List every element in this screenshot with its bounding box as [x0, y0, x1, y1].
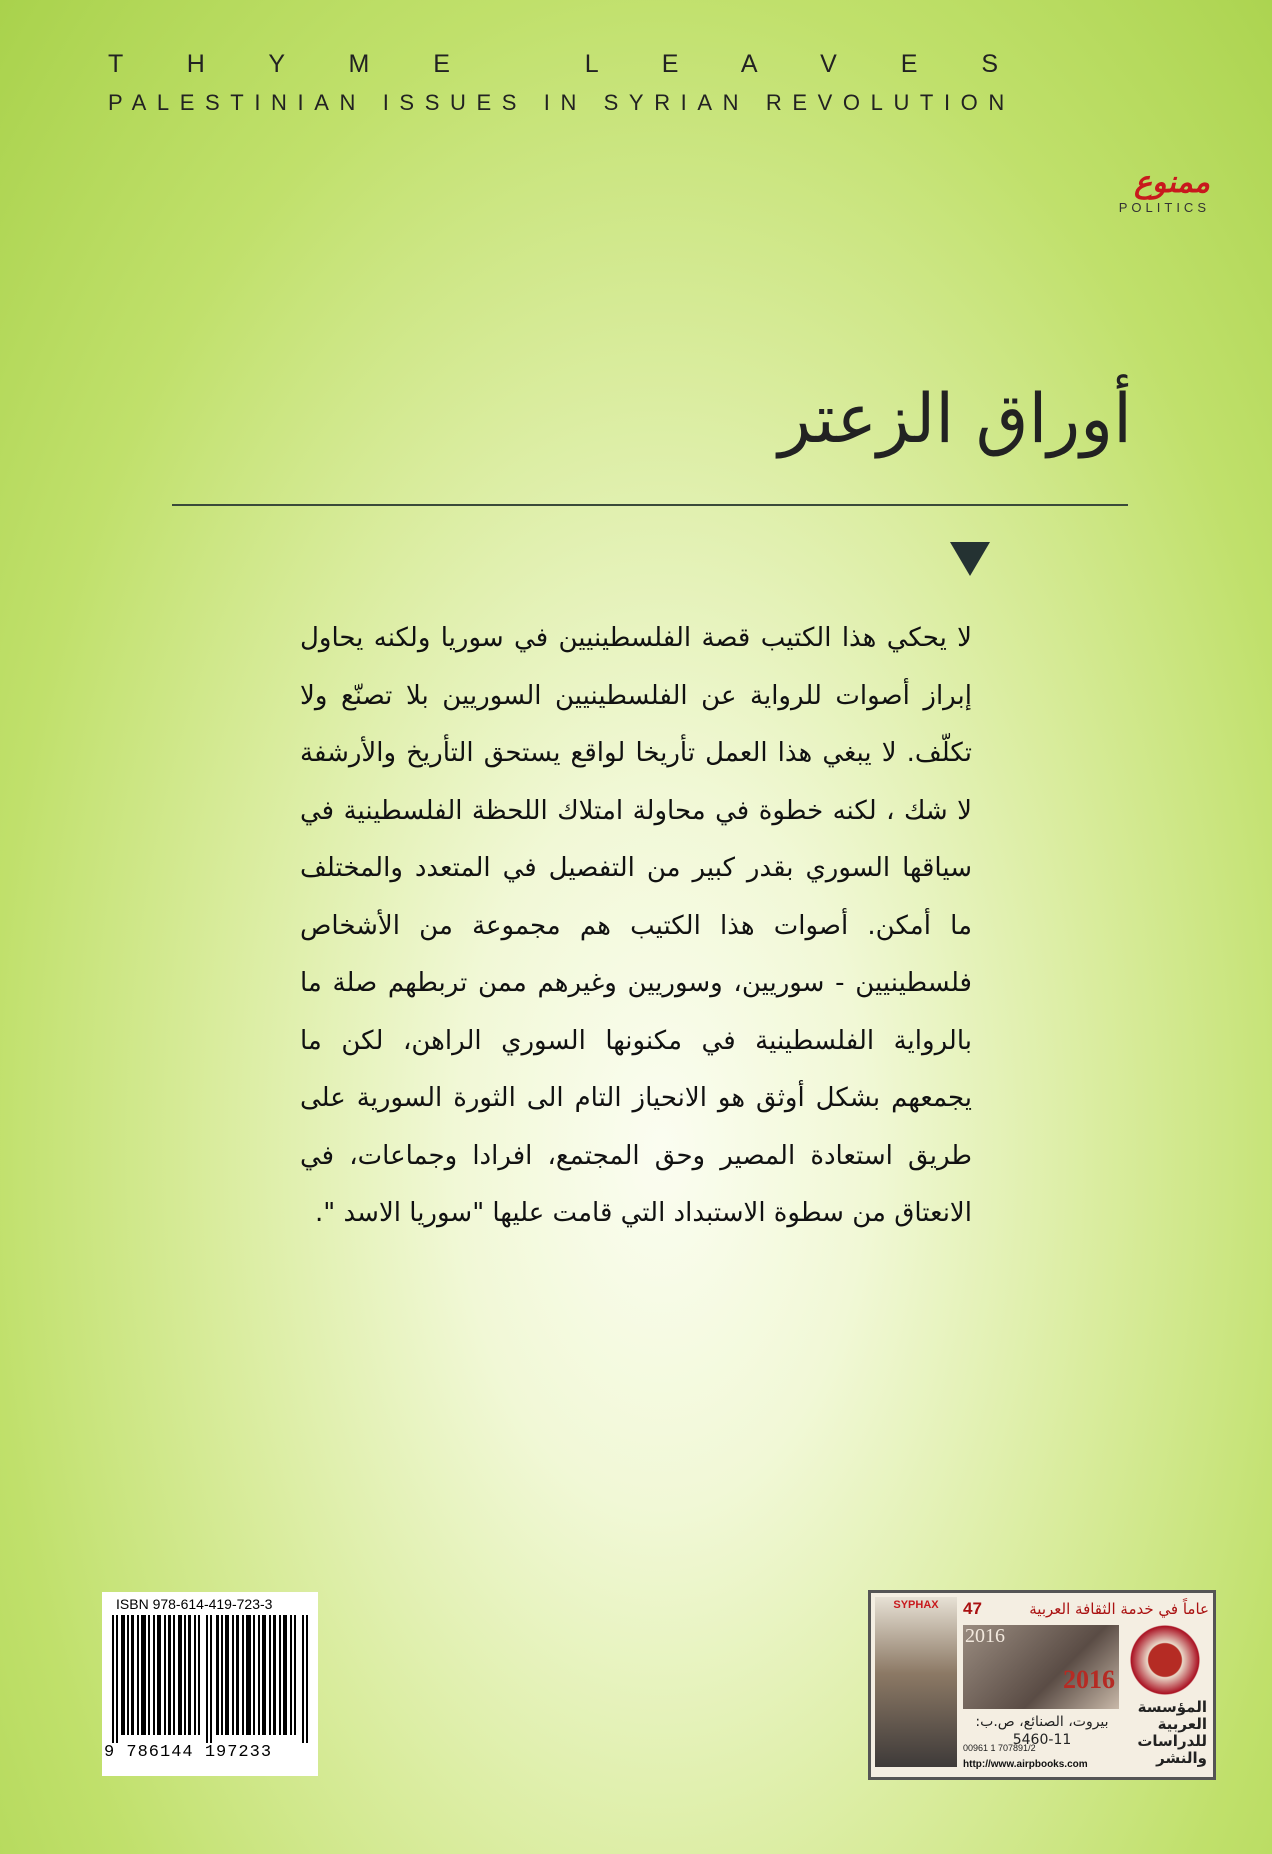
imprint-logo	[1080, 165, 1210, 215]
publisher-year-right: 2016	[1063, 1665, 1115, 1694]
publisher-year-left: 2016	[965, 1625, 1005, 1647]
barcode-bars	[112, 1615, 310, 1743]
publisher-brand: SYPHAX	[893, 1599, 939, 1611]
series-subtitle-text: PALESTINIAN ISSUES IN SYRIAN REVOLUTION	[108, 90, 1015, 115]
imprint-label: POLITICS	[1118, 200, 1210, 215]
back-cover-blurb: لا يحكي هذا الكتيب قصة الفلسطينيين في سوريا ولكنه يحاول إبراز أصوات للرواية عن الفلسطينيين السوريين بلا تصنّع ولا تكلّف. لا يبغي هذا العمل تأريخا لواقع يستحق التأريخ والأرشفة لا شك ، لكنه خطوة في محاولة امتلاك اللحظة الفلسطينية في سياقها السوري بقدر كبير من التفصيل في المتعدد والمختلف ما أمكن. أصوات هذا الكتيب هم مجموعة من الأشخاص فلسطينيين - سوريين، وسوريين وغيرهم ممن تربطهم صلة ما بالرواية الفلسطينية في مكنونها السوري الراهن، لكن ما يجمعهم بشكل أوثق هو الانحياز التام الى الثورة السورية على طريق استعادة المصير وحق المجتمع، افرادا وجماعات، في الانعتاق من سطوة الاستبداد التي قامت عليها "سوريا الاسد ".	[300, 623, 972, 1228]
series-subtitle	[108, 90, 1210, 116]
publisher-anniversary-number: 47	[963, 1599, 982, 1618]
series-title-text: T H Y M E L E A V E S	[108, 50, 1027, 78]
series-title	[108, 50, 1210, 79]
publisher-phone: 00961 1 707891/2	[963, 1743, 1036, 1753]
book-title: أوراق الزعتر	[778, 380, 1132, 459]
publisher-name: المؤسسة العربية للدراسات والنشر	[1137, 1698, 1207, 1767]
publisher-book-thumbnail	[875, 1597, 957, 1767]
imprint-logo-mark: ممنوع	[1134, 165, 1210, 200]
publisher-headline-text: عاماً في خدمة الثقافة العربية	[1029, 1600, 1209, 1618]
isbn-barcode	[102, 1592, 318, 1776]
publisher-headline	[963, 1597, 1209, 1621]
triangle-marker-icon	[950, 542, 990, 576]
publisher-photo	[963, 1625, 1119, 1709]
publisher-url: http://www.airpbooks.com	[963, 1759, 1088, 1770]
title-divider	[172, 504, 1128, 506]
publisher-emblem-icon	[1123, 1625, 1207, 1695]
isbn-number: ISBN 978-614-419-723-3	[116, 1596, 273, 1612]
ean-digits: 9 786144 197233	[104, 1743, 273, 1762]
publisher-address: بيروت، الصنائع، ص.ب: 11-5460	[975, 1714, 1109, 1748]
publisher-badge	[868, 1590, 1216, 1780]
